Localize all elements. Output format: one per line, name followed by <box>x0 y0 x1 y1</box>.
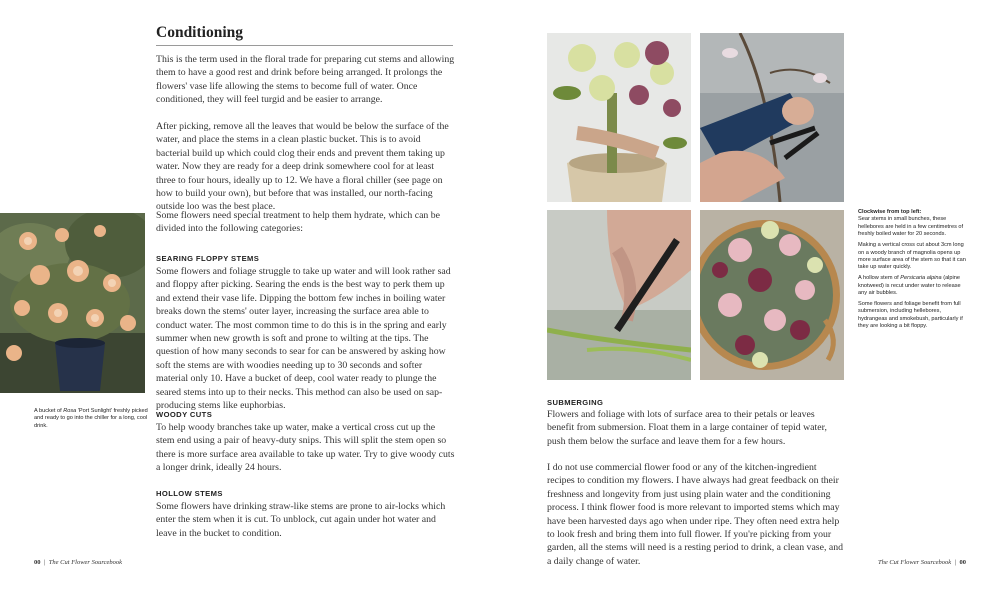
persicaria-recut-photo <box>547 210 691 380</box>
folio-left: 00 | The Cut Flower Sourcebook <box>34 559 123 566</box>
closing-paragraph: I do not use commercial flower food or any of the kitchen-ingredient recipes to condition my flowers. I have always had great feedback on their freshness and longevity from just using plain water and the conditioning process. I think flower food is more relevant to imported stems which may have been harvested days ago when under ripe. They often need extra help to look fresh and bring them into full flower. If you're picking from your garden, all the stems will need is a resting period to drink, a clean vase, and a daily change of water. <box>547 462 843 567</box>
title-rule <box>156 45 453 46</box>
searing-body: Some flowers and foliage struggle to take up water and will look rather sad and floppy after picking. Searing the ends is the best way to perk them up and extend their vase life. Dipping the bottom few inches in boiling water breaks down the stems' outer layer, increasing the surface area able to conduct water. The most common time to do this is in the spring and early summer when new growth is soft and prone to wilting at the tips. The question of how many seconds to sear for can be answered by asking how soft the stems are with woodies needing up to 30 seconds and softer material only 10. Have a bucket of deep, cool water ready to plunge the seared stems into up to their necks. This method can also be used on sap-producing stems like euphorbias. <box>156 266 451 412</box>
intro-paragraph-3: Some flowers need special treatment to help them hydrate, which can be divided into the following categories: <box>156 210 441 235</box>
page-title: Conditioning <box>156 24 244 41</box>
rose-photo-caption: A bucket of Rosa 'Port Sunlight' freshly picked and ready to go into the chiller for a long, cool drink. <box>34 408 148 429</box>
folio-right: The Cut Flower Sourcebook | 00 <box>877 559 966 566</box>
hollow-body: Some flowers have drinking straw-like stems are prone to air-locks which enter the stem when it is cut. To unblock, cut again under hot water and leave in the bucket to condition. <box>156 501 446 539</box>
photo-grid-caption: Clockwise from top left: Sear stems in small bunches, these hellebores are held in a few centimetres of freshly boiled water for 20 seconds. Making a vertical cross cut about 3cm long on a woody branch of magnolia opens up more surface area of the stem so that it can take up water quickly. A hollow stem of Persicaria alpina (alpine knotweed) is recut under water to release any air bubbles. Some flowers and foliage benefit from full submersion, including hellebores, hydrangeas and smokebush, particularly if they are looking a bit floppy. <box>858 209 966 330</box>
rose-bucket-photo <box>0 213 145 393</box>
caption-heading: Clockwise from top left <box>858 209 920 215</box>
hellebore-searing-photo <box>547 33 691 202</box>
woody-heading: WOODY CUTS <box>156 410 213 419</box>
submerging-body: Flowers and foliage with lots of surface area to their petals or leaves benefit from submersion. Float them in a large container of tepid water, push them below the surface and leave them for a few hours. <box>547 409 827 447</box>
woody-body: To help woody branches take up water, make a vertical cross cut up the stem end using a pair of heavy-duty snips. This will split the stem open so there is more surface area available to take up water. Try to give woody cuts a longer drink, ideally 24 hours. <box>156 422 455 474</box>
intro-paragraph-1: This is the term used in the floral trade for preparing cut stems and allowing them to have a good rest and drink before being arranged. It prolongs the flowers' vase life allowing the stems to become full of water. Once conditioned, they will feel turgid and be easier to arrange. <box>156 54 455 106</box>
submerging-heading: SUBMERGING <box>547 398 604 407</box>
searing-heading: SEARING FLOPPY STEMS <box>156 254 260 263</box>
intro-paragraph-2: After picking, remove all the leaves that would be below the surface of the water, and place the stems in a clean plastic bucket. This is to avoid bacterial build up which could clog their ends and prevent them taking up water. Now they are ready for a deep drink somewhere cool for at least three to four hours, ideally up to 12. We have a floral chiller (see page on how to build your own), but before that was installed, our north-facing outside loo was the best place. <box>156 121 449 213</box>
hollow-heading: HOLLOW STEMS <box>156 489 223 498</box>
submerged-hellebores-photo <box>700 210 844 380</box>
magnolia-cutting-photo <box>700 33 844 202</box>
